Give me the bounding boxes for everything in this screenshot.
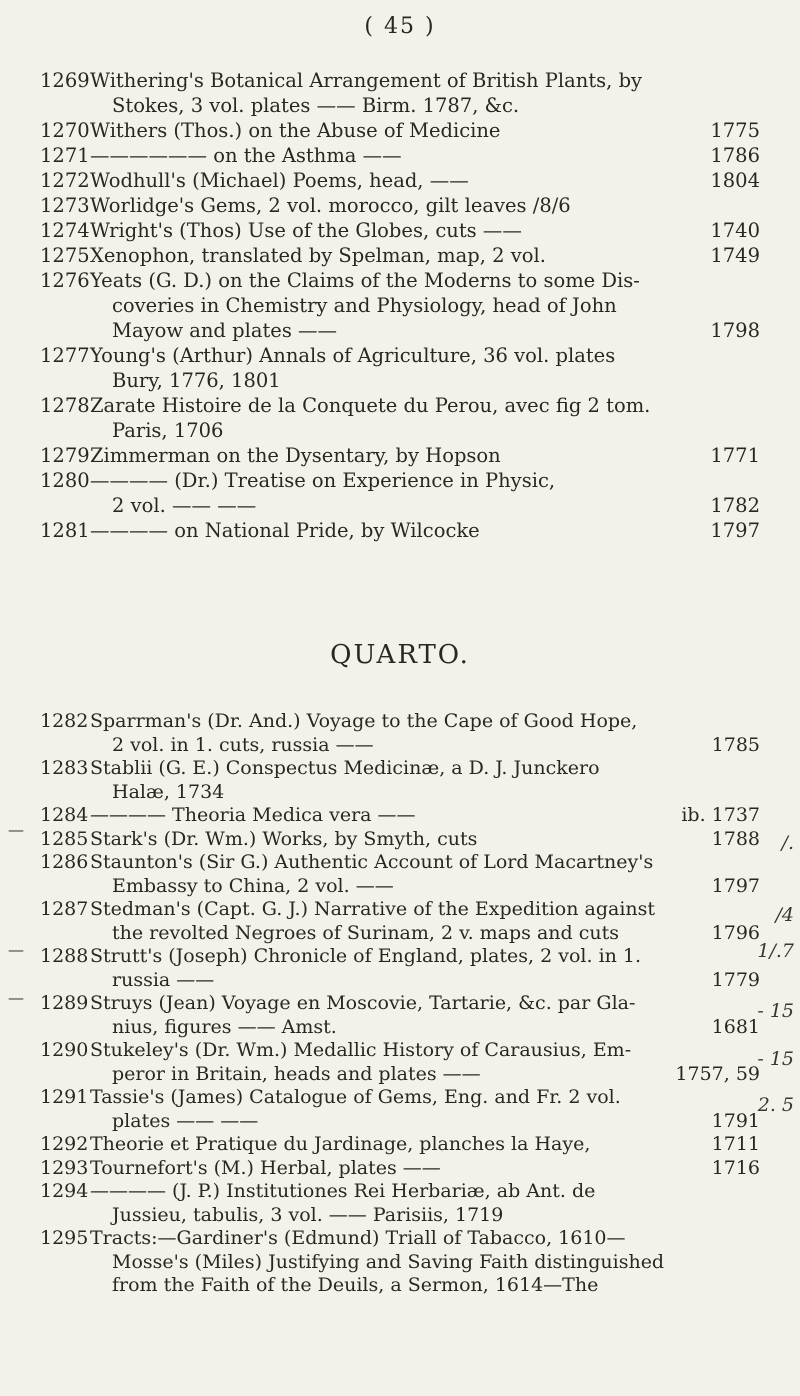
entry-line: Mosse's (Miles) Justifying and Saving Faith distinguished	[112, 1250, 665, 1273]
entry-line: Theorie et Pratique du Jardinage, planches la Haye,	[90, 1133, 591, 1155]
entry-number: 1281	[40, 519, 90, 542]
entry-line: nius, figures —— Amst.	[112, 1015, 337, 1038]
entry-text	[90, 804, 760, 828]
octavo-entry	[40, 218, 760, 243]
entry-line: Wodhull's (Michael) Poems, head, ——	[90, 169, 469, 192]
entry-text	[90, 851, 760, 898]
entry-line: Strutt's (Joseph) Chronicle of England, plates, 2 vol. in 1.	[90, 945, 642, 967]
entry-number: 1276	[40, 269, 90, 292]
octavo-entry	[40, 68, 760, 118]
entry-text	[90, 1227, 760, 1298]
entry-text	[90, 468, 760, 518]
entry-line: 2 vol. in 1. cuts, russia ——	[112, 733, 374, 756]
entry-number: 1294	[40, 1180, 89, 1202]
entry-line: Wright's (Thos) Use of the Globes, cuts ——	[90, 219, 522, 242]
entry-number: 1271	[40, 144, 90, 167]
entry-text	[90, 1157, 760, 1181]
quarto-entry	[40, 1157, 760, 1181]
quarto-entry	[40, 710, 760, 757]
octavo-entry	[40, 118, 760, 143]
octavo-entry	[40, 143, 760, 168]
entry-line: ———— on National Pride, by Wilcocke	[90, 519, 480, 542]
quarto-entry	[40, 1133, 760, 1157]
quarto-entry	[40, 851, 760, 898]
entry-line: coveries in Chemistry and Physiology, head of John	[112, 294, 617, 317]
entry-year: 1791	[711, 1109, 760, 1132]
entry-number: 1283	[40, 757, 89, 779]
entry-line: Xenophon, translated by Spelman, map, 2 vol.	[90, 244, 546, 267]
entry-number: 1284	[40, 804, 89, 826]
entry-line: Zimmerman on the Dysentary, by Hopson	[90, 444, 501, 467]
entry-line: the revolted Negroes of Surinam, 2 v. maps and cuts	[112, 921, 619, 944]
quarto-entry	[40, 1086, 760, 1133]
entry-line: ———— (Dr.) Treatise on Experience in Physic,	[90, 469, 556, 492]
entry-text	[90, 243, 760, 268]
entry-line: Embassy to China, 2 vol. ——	[112, 874, 394, 897]
margin-tick: —	[8, 988, 24, 1007]
entry-line: Tournefort's (M.) Herbal, plates ——	[90, 1156, 441, 1179]
entry-number: 1275	[40, 244, 90, 267]
entry-line: Young's (Arthur) Annals of Agriculture, 36 vol. plates	[90, 344, 616, 367]
entry-number: 1274	[40, 219, 90, 242]
entry-number: 1282	[40, 710, 89, 732]
entry-text	[90, 1180, 760, 1227]
octavo-section	[40, 68, 760, 543]
entry-text	[90, 710, 760, 757]
entry-number: 1287	[40, 898, 89, 920]
entry-year: 1786	[710, 144, 760, 167]
quarto-section	[40, 710, 760, 1298]
quarto-entry	[40, 1227, 760, 1298]
entry-line: Halæ, 1734	[112, 780, 225, 803]
entry-line: russia ——	[112, 968, 215, 991]
octavo-entry	[40, 268, 760, 343]
entry-year: 1785	[711, 733, 760, 756]
entry-line: Stokes, 3 vol. plates —— Birm. 1787, &c.	[112, 94, 520, 117]
entry-text	[90, 143, 760, 168]
entry-number: 1290	[40, 1039, 89, 1061]
quarto-heading: QUARTO.	[330, 640, 470, 670]
entry-line: Struys (Jean) Voyage en Moscovie, Tartarie, &c. par Gla-	[90, 992, 636, 1014]
entry-line: —————— on the Asthma ——	[90, 144, 402, 167]
entry-year: 1711	[711, 1133, 760, 1155]
octavo-entry	[40, 343, 760, 393]
entry-line: peror in Britain, heads and plates ——	[112, 1062, 481, 1085]
entry-text	[90, 518, 760, 543]
entry-text	[90, 1039, 760, 1086]
entry-text	[90, 68, 760, 118]
entry-year: ib. 1737	[681, 804, 760, 826]
octavo-entry	[40, 443, 760, 468]
entry-text	[90, 945, 760, 992]
quarto-entry	[40, 804, 760, 828]
entry-number: 1288	[40, 945, 89, 967]
entry-text	[90, 443, 760, 468]
entry-line: Zarate Histoire de la Conquete du Perou, avec fig 2 tom.	[90, 394, 651, 417]
entry-line: Tracts:—Gardiner's (Edmund) Triall of Tabacco, 1610—	[90, 1227, 626, 1249]
margin-note: - 15	[757, 1048, 794, 1070]
entry-number: 1273	[40, 194, 90, 217]
entry-line: Sparrman's (Dr. And.) Voyage to the Cape of Good Hope,	[90, 710, 638, 732]
entry-year: 1771	[710, 444, 760, 467]
quarto-entry	[40, 1180, 760, 1227]
octavo-entry	[40, 468, 760, 518]
margin-note: /4	[775, 904, 794, 926]
octavo-entry	[40, 193, 760, 218]
entry-line: Yeats (G. D.) on the Claims of the Moderns to some Dis-	[90, 269, 640, 292]
entry-line: Stedman's (Capt. G. J.) Narrative of the Expedition against	[90, 898, 656, 920]
entry-number: 1295	[40, 1227, 89, 1249]
entry-line: Bury, 1776, 1801	[112, 369, 281, 392]
entry-number: 1277	[40, 344, 90, 367]
octavo-entry	[40, 393, 760, 443]
entry-year: 1797	[710, 519, 760, 542]
entry-number: 1269	[40, 69, 90, 92]
page-number: ( 45 )	[364, 14, 436, 39]
entry-text	[90, 992, 760, 1039]
entry-year: 1757, 59	[675, 1062, 760, 1085]
entry-line: Stark's (Dr. Wm.) Works, by Smyth, cuts	[90, 827, 478, 850]
entry-year: 1740	[710, 219, 760, 242]
entry-number: 1291	[40, 1086, 89, 1108]
entry-year: 1749	[710, 244, 760, 267]
octavo-entry	[40, 168, 760, 193]
entry-year: 1779	[711, 968, 760, 991]
entry-line: from the Faith of the Deuils, a Sermon, 1614—The	[112, 1274, 599, 1296]
entry-number: 1272	[40, 169, 90, 192]
entry-text	[90, 118, 760, 143]
margin-note: 1/.7	[757, 940, 794, 962]
entry-text	[90, 168, 760, 193]
entry-text	[90, 393, 760, 443]
entry-line: Staunton's (Sir G.) Authentic Account of Lord Macartney's	[90, 851, 654, 873]
entry-line: 2 vol. —— ——	[112, 494, 257, 517]
entry-line: Jussieu, tabulis, 3 vol. —— Parisiis, 1719	[112, 1203, 504, 1226]
entry-text	[90, 757, 760, 804]
octavo-entry	[40, 243, 760, 268]
entry-line: Tassie's (James) Catalogue of Gems, Eng. and Fr. 2 vol.	[90, 1086, 621, 1108]
entry-line: Worlidge's Gems, 2 vol. morocco, gilt leaves /8/6	[90, 194, 571, 217]
entry-number: 1279	[40, 444, 90, 467]
entry-year: 1797	[711, 874, 760, 897]
entry-number: 1289	[40, 992, 89, 1014]
entry-year: 1798	[710, 319, 760, 342]
entry-line: ———— (J. P.) Institutiones Rei Herbariæ, ab Ant. de	[90, 1180, 596, 1202]
margin-note: - 15	[757, 1000, 794, 1022]
entry-number: 1270	[40, 119, 90, 142]
octavo-entry	[40, 518, 760, 543]
quarto-entry	[40, 992, 760, 1039]
entry-line: Stablii (G. E.) Conspectus Medicinæ, a D. J. Junckero	[90, 757, 600, 779]
margin-tick: —	[8, 820, 24, 839]
entry-year: 1681	[711, 1015, 760, 1038]
entry-text	[90, 898, 760, 945]
entry-number: 1280	[40, 469, 90, 492]
entry-number: 1293	[40, 1156, 89, 1179]
margin-tick: —	[8, 940, 24, 959]
entry-number: 1278	[40, 394, 90, 417]
entry-line: Withers (Thos.) on the Abuse of Medicine	[90, 119, 501, 142]
entry-year: 1796	[711, 921, 760, 944]
entry-text	[90, 1086, 760, 1133]
entry-number: 1285	[40, 827, 89, 850]
entry-line: Paris, 1706	[112, 419, 224, 442]
quarto-entry	[40, 898, 760, 945]
quarto-entry	[40, 945, 760, 992]
entry-text	[90, 268, 760, 343]
entry-text	[90, 193, 760, 218]
quarto-entry	[40, 757, 760, 804]
entry-line: plates —— ——	[112, 1109, 259, 1132]
entry-text	[90, 218, 760, 243]
entry-text	[90, 828, 760, 852]
entry-year: 1716	[711, 1156, 760, 1179]
entry-year: 1782	[710, 494, 760, 517]
quarto-entry	[40, 828, 760, 852]
quarto-entry	[40, 1039, 760, 1086]
entry-year: 1788	[711, 827, 760, 850]
entry-year: 1804	[710, 169, 760, 192]
entry-year: 1775	[710, 119, 760, 142]
entry-line: Mayow and plates ——	[112, 319, 338, 342]
entry-number: 1292	[40, 1133, 89, 1155]
entry-line: ———— Theoria Medica vera ——	[90, 804, 416, 826]
entry-text	[90, 343, 760, 393]
entry-line: Withering's Botanical Arrangement of British Plants, by	[90, 69, 643, 92]
margin-note: /.	[781, 832, 794, 854]
entry-number: 1286	[40, 851, 89, 873]
entry-text	[90, 1133, 760, 1157]
entry-line: Stukeley's (Dr. Wm.) Medallic History of Carausius, Em-	[90, 1039, 632, 1061]
margin-note: 2. 5	[757, 1094, 794, 1116]
